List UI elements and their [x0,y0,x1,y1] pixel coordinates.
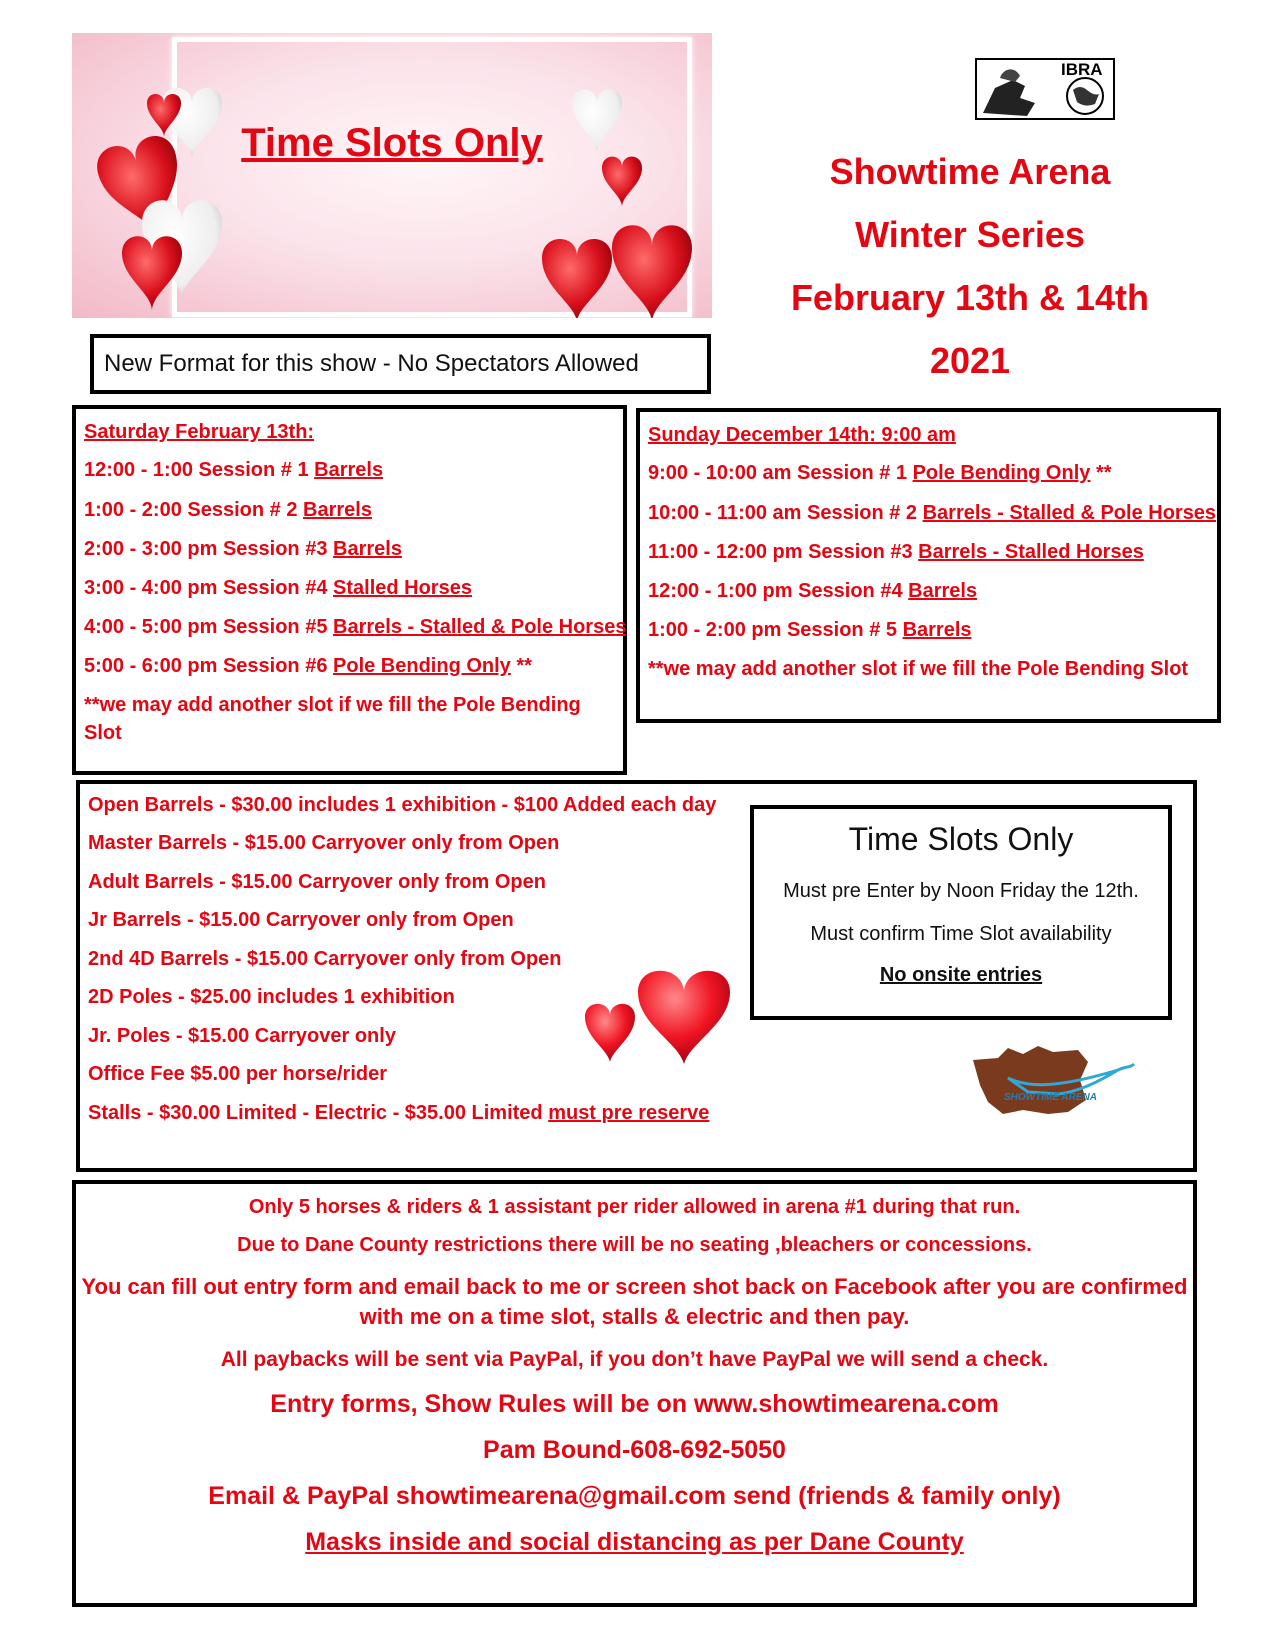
session-time: 5:00 - 6:00 pm Session #6 [84,655,334,677]
saturday-schedule [72,405,627,775]
fee-line: 2nd 4D Barrels - $15.00 Carryover only from Open [88,948,562,970]
banner-title: Time Slots Only [241,121,543,165]
title-line-4: 2021 [929,340,1011,381]
hearts-icon [580,962,740,1072]
session-time: 3:00 - 4:00 pm Session #4 [84,577,334,599]
heart-icon [638,971,730,1064]
session-time: 11:00 - 12:00 pm Session #3 [648,541,919,563]
stalls-reserve: must pre reserve [548,1102,710,1124]
schedule-row [84,459,383,482]
session-time: 10:00 - 11:00 am Session # 2 [648,502,923,524]
showtime-arena-logo [968,1040,1138,1120]
heart-icon [542,239,612,318]
session-event: Stalled Horses [333,577,472,599]
session-event: Pole Bending Only [333,655,511,677]
session-suffix: ** [1090,462,1112,484]
fee-line: Jr Barrels - $15.00 Carryover only from Open [88,909,514,931]
heart-icon [585,1004,635,1062]
schedule-row [84,538,402,561]
valentine-banner [72,33,712,318]
session-time: 1:00 - 2:00 Session # 2 [84,499,304,521]
confirm-note: Must confirm Time Slot availability [810,923,1112,945]
session-time: 4:00 - 5:00 pm Session #5 [84,616,334,638]
no-onsite-note: No onsite entries [879,964,1043,986]
show-info-box [72,1180,1197,1607]
email-line: Email & PayPal showtimearena@gmail.com send (friends & family only) [208,1482,1061,1510]
info-line: with me on a time slot, stalls & electric and then pay. [359,1304,910,1329]
schedule-row [648,502,1216,525]
masks-line: Masks inside and social distancing as per Dane County [305,1528,964,1556]
schedule-row [648,580,977,603]
session-event: Barrels [333,538,402,560]
schedule-row [84,499,372,522]
schedule-row [648,619,972,642]
showtime-logo-text: SHOWTIME ARENA [1004,1092,1097,1103]
title-line-3: February 13th & 14th [790,277,1150,318]
format-notice-text: New Format for this show - No Spectators Allowed [104,350,639,377]
saturday-note: **we may add another slot if we fill the Pole Bending Slot [84,694,581,744]
schedule-row [84,577,472,600]
heart-icon [612,225,692,318]
schedule-row [84,655,532,678]
ibra-text: IBRA [1061,60,1103,79]
format-notice-box [90,334,711,394]
sunday-heading: Sunday December 14th: 9:00 am [648,424,956,446]
title-line-2: Winter Series [855,214,1085,255]
hearts-decoration [72,33,712,318]
session-time: 2:00 - 3:00 pm Session #3 [84,538,334,560]
pre-enter-note: Must pre Enter by Noon Friday the 12th. [783,880,1139,902]
stalls-line [88,1102,709,1125]
session-suffix: ** [510,655,532,677]
session-event: Pole Bending Only [912,462,1091,484]
stalls-text: Stalls - $30.00 Limited - Electric - $35.00 Limited [88,1102,549,1124]
phone-line: Pam Bound-608-692-5050 [483,1436,786,1464]
time-slots-box [750,805,1172,1020]
fee-line: Adult Barrels - $15.00 Carryover only from Open [88,871,546,893]
session-time: 12:00 - 1:00 Session # 1 [84,459,315,481]
schedule-row [648,541,1144,564]
session-event: Barrels - Stalled Horses [918,541,1144,563]
info-line: All paybacks will be sent via PayPal, if you don’t have PayPal we will send a check. [220,1348,1049,1371]
fee-line: Open Barrels - $30.00 includes 1 exhibition - $100 Added each day [88,794,717,816]
saturday-heading: Saturday February 13th: [84,421,315,443]
session-event: Barrels [303,499,372,521]
session-event: Barrels [314,459,384,481]
info-line: You can fill out entry form and email back to me or screen shot back on Facebook after you are confirmed [81,1274,1188,1299]
sunday-note: **we may add another slot if we fill the Pole Bending Slot [648,658,1189,680]
session-time: 12:00 - 1:00 pm Session #4 [648,580,909,602]
info-line: Due to Dane County restrictions there will be no seating ,bleachers or concessions. [237,1234,1032,1256]
session-event: Barrels [908,580,978,602]
info-line: Only 5 horses & riders & 1 assistant per rider allowed in arena #1 during that run. [248,1196,1021,1218]
session-time: 1:00 - 2:00 pm Session # 5 [648,619,903,641]
fee-line: Master Barrels - $15.00 Carryover only from Open [88,832,560,854]
fee-line: Office Fee $5.00 per horse/rider [88,1063,388,1085]
session-time: 9:00 - 10:00 am Session # 1 [648,462,913,484]
time-slots-heading: Time Slots Only [848,821,1074,857]
fee-line: 2D Poles - $25.00 includes 1 exhibition [88,986,455,1008]
session-event: Barrels - Stalled & Pole Horses [333,616,627,638]
website-line: Entry forms, Show Rules will be on www.showtimearena.com [270,1390,999,1418]
schedule-row [84,616,626,639]
event-title [760,140,1180,392]
sunday-schedule [636,408,1221,723]
session-event: Barrels - Stalled & Pole Horses [922,502,1217,524]
ibra-logo [975,58,1115,120]
showtime-logo-graphic [968,1040,1138,1120]
session-event: Barrels [902,619,972,641]
title-line-1: Showtime Arena [829,151,1111,192]
schedule-row [648,462,1112,485]
fee-line: Jr. Poles - $15.00 Carryover only [88,1025,396,1047]
